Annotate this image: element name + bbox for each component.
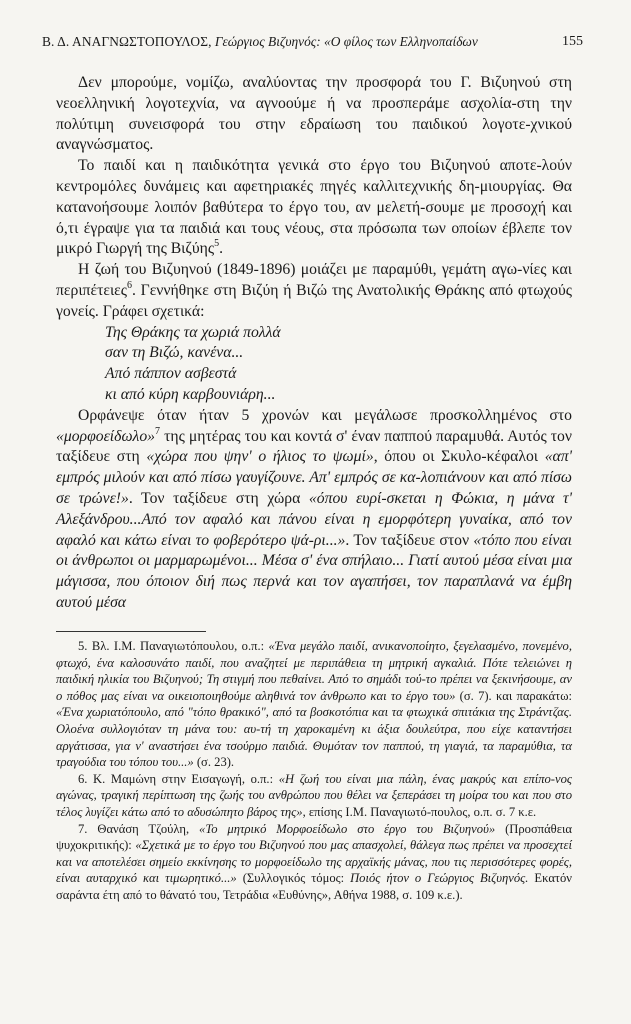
italic-text-run: «όπου ευρί-σκεται η Φώκια, η μάνα τ' Αλεξάνδρου...Από τον αφαλό και πάνου είναι η εμορφότερη γυναίκα, από τον αφαλό και κάτω είναι το φοβερότερο ψά-ρι...» (56, 489, 573, 549)
paragraph (56, 156, 572, 260)
text-run: . Γεννήθηκε στη Βιζύη ή Βιζώ της Ανατολικής Θράκης από φτωχούς γονείς. Γράφει σχετικά: (56, 281, 572, 320)
text-run: (σ. 23). (193, 755, 235, 770)
header-title: Γεώργιος Βιζυηνός: «Ο φίλος των Ελληνοπαίδων (211, 34, 478, 49)
italic-text-run: «Σχετικά με το έργο του Βιζυηνού που μας απασχολεί, θάλεγα πως πρέπει να προσεχτεί και να αποτελέσει σημείο εκκίνησης το μορφοείδωλο της αρχαϊκής μάνας, που τις περισσότερες φορές, είναι αυταρχικό και τιμωρητικό...» (56, 838, 572, 886)
text-run: (Προσπάθεια ψυχοκριτικής): (56, 821, 572, 853)
page-number: 155 (562, 34, 583, 49)
text-run: . (219, 240, 224, 258)
paragraph (56, 73, 572, 156)
italic-text-run: «Ένα χωριατόπουλο, από "τόπο θρακικό", από τα βοσκοτόπια και τα φτωχικά σπιτάκια της Στράντζας. Ολοένα συλλογιόταν τη μάνα του: αυ-τή τη χαροκαμένη κι άξια δουλεύτρα, που είχε καταντήσει αργάτισσα, για ν' αναστήσει ένα τσούρμο παιδιά. Θυμόταν τον παππού, τη γιαγιά, τα παραμύθια, τα τραγούδια του τόπου του...» (56, 705, 572, 770)
text-run: . Τον ταξίδευε στον (345, 531, 474, 549)
text-run: Εκατόν σαράντα έτη από το θάνατό του, Τετράδια «Ευθύνης», Αθήνα 1988, σ. 109 κ.ε.). (56, 871, 572, 902)
text-run: 5. Βλ. Ι.Μ. Παναγιωτόπουλου, ο.π.: (78, 639, 269, 653)
footnote (56, 638, 572, 771)
footnote-marker: 7 (155, 425, 161, 437)
italic-text-run: «μορφοείδωλο» (56, 427, 156, 445)
paragraph (56, 406, 572, 614)
italic-text-run: «Ένα μεγάλο παιδί, ανικανοποίητο, ξεγελασμένο, πονεμένο, φτωχό, ένα καλοσυνάτο παιδί, που αναζητεί με περιπάθεια τη μητρική αγκαλιά. Πότε τελειώνει η παιδική ηλικία του Βιζυηνού; Τη στιγμή που πεθαίνει. Από το σημάδι τού-το πρέπει να ξεκινήσουμε, αν ο πόθος μας είναι να οικειοποιηθούμε αληθινά τον άνθρωπο και το έργο του» (56, 639, 572, 703)
verse-line: σαν τη Βιζώ, κανένα... (105, 344, 244, 362)
italic-text-run: «Το μητρικό Μορφοείδωλο στο έργο του Βιζυηνού» (199, 821, 496, 836)
running-header (42, 34, 572, 50)
body-text (56, 73, 572, 614)
text-run: 7. Θανάση Τζούλη, (78, 821, 200, 836)
verse-line: Της Θράκης τα χωριά πολλά (105, 323, 281, 341)
verse-line: Από πάππον ασβεστά (105, 365, 237, 383)
text-run: , επίσης Ι.Μ. Παναγιωτό-πουλος, ο.π. σ. 7 κ.ε. (302, 804, 537, 819)
footnote (56, 771, 572, 821)
text-run: , όπου οι Σκυλο-κέφαλοι (373, 448, 545, 466)
italic-text-run: «χώρα που ψην' ο ήλιος το ψωμί» (146, 448, 374, 466)
text-run: Το παιδί και η παιδικότητα γενικά στο έργο του Βιζυηνού αποτε-λούν κεντρομόλες δυνάμεις και αφετηριακές πηγές καλλιτεχνικής δη-μιουργίας. Θα κατανοήσουμε λοιπόν βαθύτερα το έργο του, αν μελετή-σουμε με προσοχή και ό,τι έγραψε για τα παιδιά και τους νέους, στα πρόσωπα των οποίων έβλεπε τον μικρό Γιωργή της Βιζύης (56, 157, 572, 258)
paragraph (56, 260, 572, 322)
text-run: . Τον ταξίδευε στη χώρα (128, 489, 309, 507)
verse-quotation (56, 323, 572, 406)
text-run: (σ. 7). και παρακάτω: (455, 688, 573, 703)
footnote (56, 821, 572, 904)
text-run: της μητέρας του και κοντά σ' έναν παππού παραμυθά. Αυτός τον ταξίδευε στη (56, 427, 572, 466)
header-author: Β. Δ. ΑΝΑΓΝΩΣΤΟΠΟΥΛΟΣ, (42, 34, 212, 49)
verse-line: κι από κύρη καρβουνιάρη... (105, 385, 276, 403)
text-run: Ορφάνεψε όταν ήταν 5 χρονών και μεγάλωσε προσκολλημένος στο (78, 406, 572, 424)
italic-text-run: «Η ζωή του είναι μια πάλη, ένας μακρύς και επίπο-νος αγώνας, τραγική περίπτωση της ζωής του ανθρώπου που θέλει να ξεπεράσει τη μοίρα του και που στο τέλος λυγίζει κάτω από το αδυσώπητο βάρος της» (56, 771, 572, 819)
text-run: (Συλλογικός τόμος: (236, 871, 351, 886)
footnote-marker: 6 (126, 279, 132, 291)
italic-text-run: «απ' εμπρός μιλούν και από πίσω γαυγίζουνε. Απ' εμπρός σε κα-λοπιάνουν και από πίσω σε τρώνε!» (56, 448, 572, 507)
text-run: Δεν μπορούμε, νομίζω, αναλύοντας την προσφορά του Γ. Βιζυηνού στη νεοελληνική λογοτεχνία, να αγνοούμε ή να προσπεράμε ασχολία-στη την πολύτιμη συνεισφορά του στην εδραίωση του παιδικού λογοτε-χνικού αναγνώσματος. (56, 74, 572, 154)
text-run: Η ζωή του Βιζυηνού (1849-1896) μοιάζει με παραμύθι, γεμάτη αγω-νίες και περιπέτειες (56, 261, 572, 299)
footnotes (56, 638, 572, 904)
text-run: 6. Κ. Μαμώνη στην Εισαγωγή, ο.π.: (78, 771, 279, 786)
italic-text-run: «τόπο που είναι οι άνθρωποι οι μαρμαρωμένοι... Μέσα σ' ένα σπήλαιο... Γιατί αυτού μέσα είναι μια μάγισσα, που όποιον διή πως περνά και τον αγαπήσει, τον παραπλανά να έμβη αυτού μέσα (56, 531, 572, 611)
footnote-rule (56, 631, 206, 632)
footnote-marker: 5 (214, 238, 220, 250)
italic-text-run: Ποιός ήτον ο Γεώργιος Βιζυηνός. (350, 871, 529, 886)
